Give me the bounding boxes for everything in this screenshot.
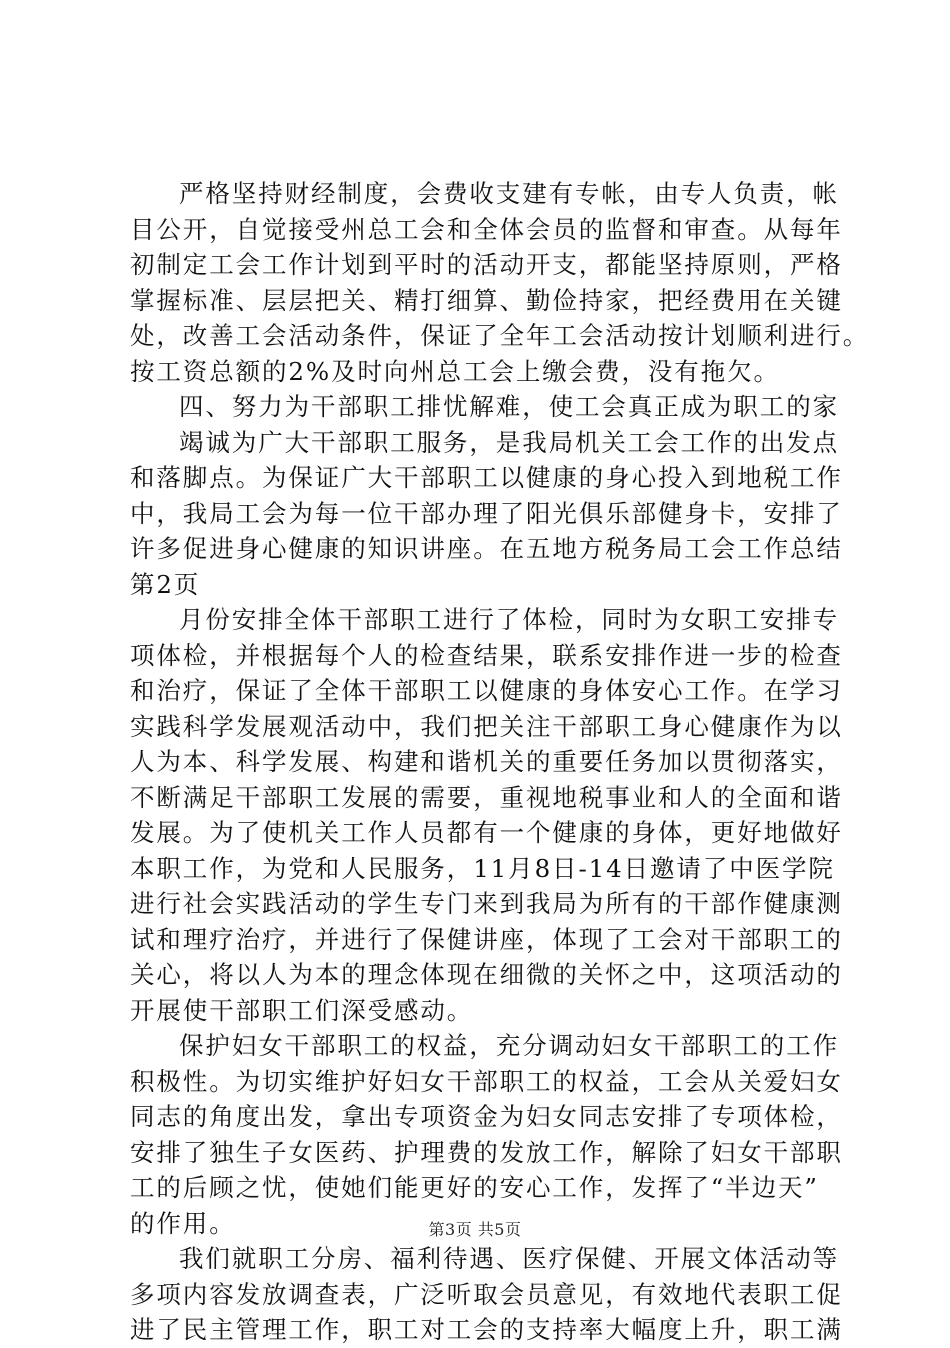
text-line: 的作用。 (130, 1208, 236, 1238)
text-line: 多项内容发放调查表，广泛听取会员意见，有效地代表职工促 (130, 1279, 843, 1309)
text-line: 试和理疗治疗，并进行了保健讲座，体现了工会对干部职工的 (130, 924, 843, 954)
page-footer: 第3页 共5页 (428, 1220, 522, 1239)
text-line: 初制定工会工作计划到平时的活动开支，都能坚持原则，严格 (130, 250, 843, 279)
text-line: 积极性。为切实维护好妇女干部职工的权益，工会从关爱妇女 (130, 1066, 843, 1096)
text-line: 第2页 (130, 569, 201, 599)
text-line: 掌握标准、层层把关、精打细算、勤俭持家，把经费用在关键 (130, 285, 843, 315)
text-line: 我们就职工分房、福利待遇、医疗保健、开展文体活动等 (179, 1244, 839, 1273)
text-line: 开展使干部职工们深受感动。 (130, 995, 474, 1025)
text-line: 项体检，并根据每个人的检查结果，联系安排作进一步的检查 (130, 640, 843, 670)
text-line: 人为本、科学发展、构建和谐机关的重要任务加以贯彻落实， (130, 747, 843, 776)
text-line: 严格坚持财经制度，会费收支建有专帐，由专人负责，帐 (179, 179, 839, 208)
text-line: 同志的角度出发，拿出专项资金为妇女同志安排了专项体检， (130, 1102, 843, 1131)
text-line: 关心，将以人为本的理念体现在细微的关怀之中，这项活动的 (130, 960, 843, 989)
text-line: 本职工作，为党和人民服务，11月8日-14日邀请了中医学院 (130, 853, 835, 883)
text-line: 不断满足干部职工发展的需要，重视地税事业和人的全面和谐 (130, 782, 843, 812)
text-line: 四、努力为干部职工排忧解难，使工会真正成为职工的家 (179, 392, 839, 421)
text-line: 按工资总额的2%及时向州总工会上缴会费，没有拖欠。 (130, 356, 780, 386)
text-line: 和落脚点。为保证广大干部职工以健康的身心投入到地税工作 (130, 463, 843, 492)
text-line: 竭诚为广大干部职工服务，是我局机关工会工作的出发点 (179, 427, 839, 457)
text-line: 中，我局工会为每一位干部办理了阳光俱乐部健身卡，安排了 (130, 498, 843, 528)
text-line: 发展。为了使机关工作人员都有一个健康的身体，更好地做好 (130, 818, 843, 847)
text-line: 工的后顾之忧，使她们能更好的安心工作，发挥了“半边天” (130, 1173, 819, 1202)
text-line: 实践科学发展观活动中，我们把关注干部职工身心健康作为以 (130, 711, 843, 741)
text-line: 许多促进身心健康的知识讲座。在五地方税务局工会工作总结 (130, 534, 843, 563)
text-line: 和治疗，保证了全体干部职工以健康的身体安心工作。在学习 (130, 676, 843, 705)
document-body (130, 176, 870, 1348)
text-line: 安排了独生子女医药、护理费的发放工作，解除了妇女干部职 (130, 1137, 843, 1167)
text-line: 处，改善工会活动条件，保证了全年工会活动按计划顺利进行。 (130, 321, 870, 350)
text-line: 保护妇女干部职工的权益，充分调动妇女干部职工的工作 (179, 1031, 839, 1060)
text-line: 进行社会实践活动的学生专门来到我局为所有的干部作健康测 (130, 889, 843, 918)
text-line: 进了民主管理工作，职工对工会的支持率大幅度上升，职工满 (130, 1315, 843, 1344)
text-line: 目公开，自觉接受州总工会和全体会员的监督和审查。从每年 (130, 214, 843, 244)
text-line: 月份安排全体干部职工进行了体检，同时为女职工安排专 (179, 605, 839, 634)
